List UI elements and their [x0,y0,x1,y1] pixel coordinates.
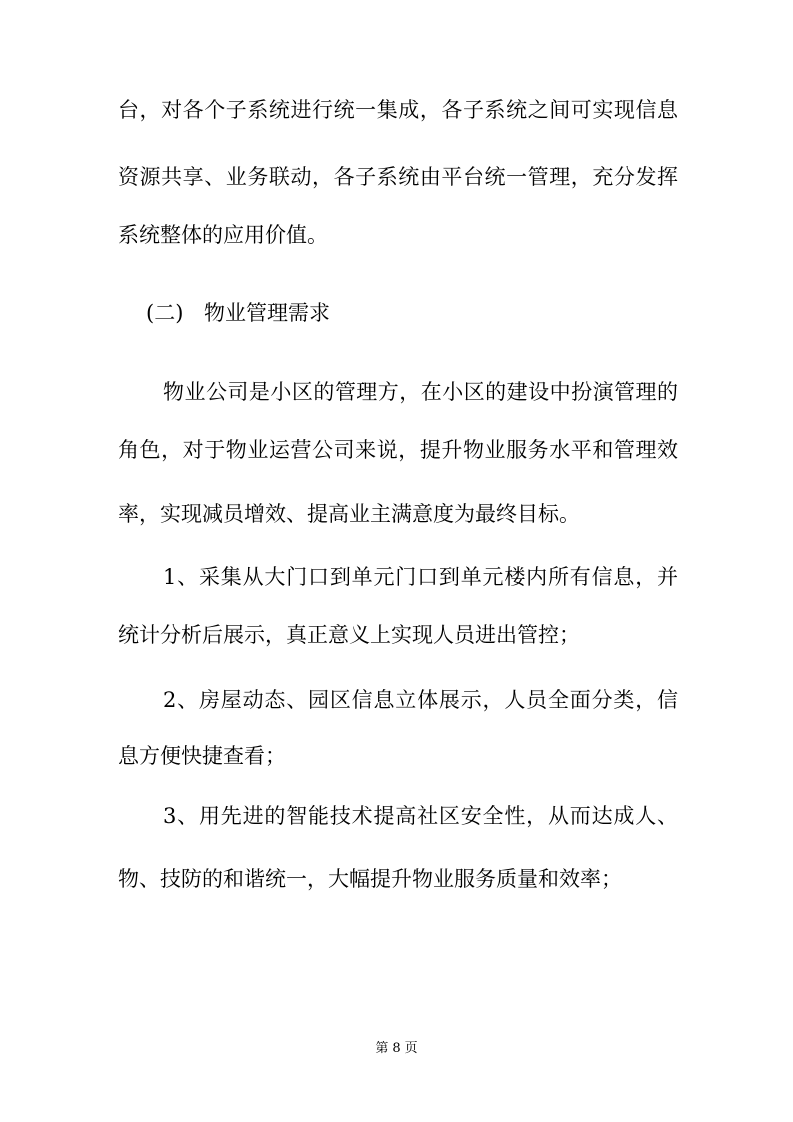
paragraph-line: 台，对各个子系统进行统一集成，各子系统之间可实现信息 [118,98,678,122]
paragraph-line: 角色，对于物业运营公司来说，提升物业服务水平和管理效 [118,438,678,462]
footer-prefix: 第 [375,1041,389,1056]
list-item-line: 物、技防的和谐统一，大幅提升物业服务质量和效率； [118,867,622,891]
list-item-line: 息方便快捷查看； [118,744,286,768]
list-item-line: 3、用先进的智能技术提高社区安全性，从而达成人、 [163,804,678,828]
list-item-line: 1、采集从大门口到单元门口到单元楼内所有信息，并 [163,565,678,589]
list-item-line: 统计分析后展示，真正意义上实现人员进出管控； [118,623,580,647]
footer-suffix: 页 [404,1041,418,1056]
paragraph-line: 物业公司是小区的管理方，在小区的建设中扮演管理的 [163,380,678,404]
paragraph-line: 系统整体的应用价值。 [118,223,328,247]
section-title: 物业管理需求 [204,301,330,325]
paragraph-line: 资源共享、业务联动，各子系统由平台统一管理，充分发挥 [118,165,678,189]
page-footer [0,1041,793,1057]
paragraph-line: 率，实现减员增效、提高业主满意度为最终目标。 [118,502,580,526]
section-heading [146,299,706,327]
section-number: (二) [146,301,184,325]
page-number: 8 [392,1041,401,1056]
list-item-line: 2、房屋动态、园区信息立体展示，人员全面分类，信 [163,688,678,712]
